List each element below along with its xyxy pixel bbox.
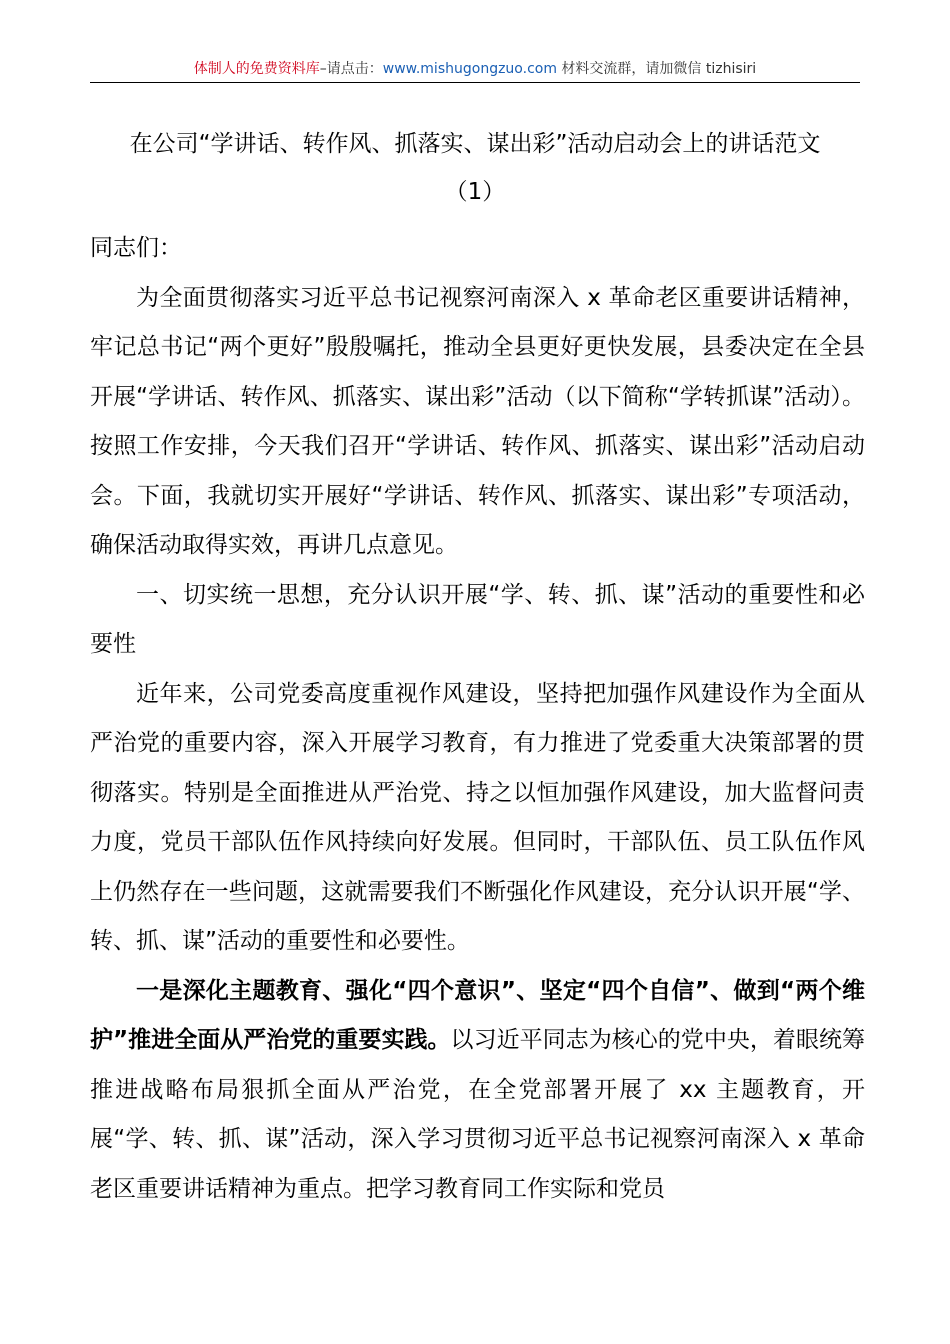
header-banner: [90, 58, 860, 80]
salutation: 同志们：: [90, 235, 182, 261]
paragraph-background: 近年来，公司党委高度重视作风建设，坚持把加强作风建设作为全面从严治党的重要内容，深入开展学习教育，有力推进了党委重大决策部署的贯彻落实。特别是全面推进从严治党、持之以恒加强作风建设，加大监督问责力度，党员干部队伍作风持续向好发展。但同时，干部队伍、员工队伍作风上仍然存在一些问题，这就需要我们不断强化作风建设，充分认识开展“学、转、抓、谋”活动的重要性和必要性。: [90, 680, 865, 954]
section-heading-1: 一、切实统一思想，充分认识开展“学、转、抓、谋”活动的重要性和必要性: [90, 581, 865, 657]
paragraph-intro: 为全面贯彻落实习近平总书记视察河南深入 x 革命老区重要讲话精神，牢记总书记“两个更好”殷殷嘱托，推动全县更好更快发展，县委决定在全县开展“学讲话、转作风、抓落实、谋出彩”活动（以下简称“学转抓谋”活动）。按照工作安排，今天我们召开“学讲话、转作风、抓落实、谋出彩”活动启动会。下面，我就切实开展好“学讲话、转作风、抓落实、谋出彩”专项活动，确保活动取得实效，再讲几点意见。: [90, 284, 865, 558]
paragraph-point-1: [90, 967, 865, 1215]
title-line-2: （1）: [444, 179, 506, 205]
title-line-1: 在公司“学讲话、转作风、抓落实、谋出彩”活动启动会上的讲话范文: [129, 131, 821, 157]
point-1-lead: 一是深化主题教育、强化“四个意识”、坚定“四个自信”、做到“两个维护”推进全面从严治党的重要实践。: [90, 977, 865, 1053]
header-divider: [90, 82, 860, 83]
site-name: 体制人的免费资料库: [193, 61, 320, 77]
site-url-link[interactable]: www.mishugongzuo.com: [382, 61, 557, 77]
document-title: [90, 120, 860, 216]
document-body: [90, 224, 865, 1214]
wechat-note: 材料交流群，请加微信 tizhisiri: [556, 61, 757, 77]
click-prompt: –请点击：: [319, 61, 383, 77]
point-1-text: 以习近平同志为核心的党中央，着眼统筹推进战略布局狠抓全面从严治党，在全党部署开展了 xx 主题教育，开展“学、转、抓、谋”活动，深入学习贯彻习近平总书记视察河南深入 x 革命老区重要讲话精神为重点。把学习教育同工作实际和党员: [90, 1027, 865, 1202]
